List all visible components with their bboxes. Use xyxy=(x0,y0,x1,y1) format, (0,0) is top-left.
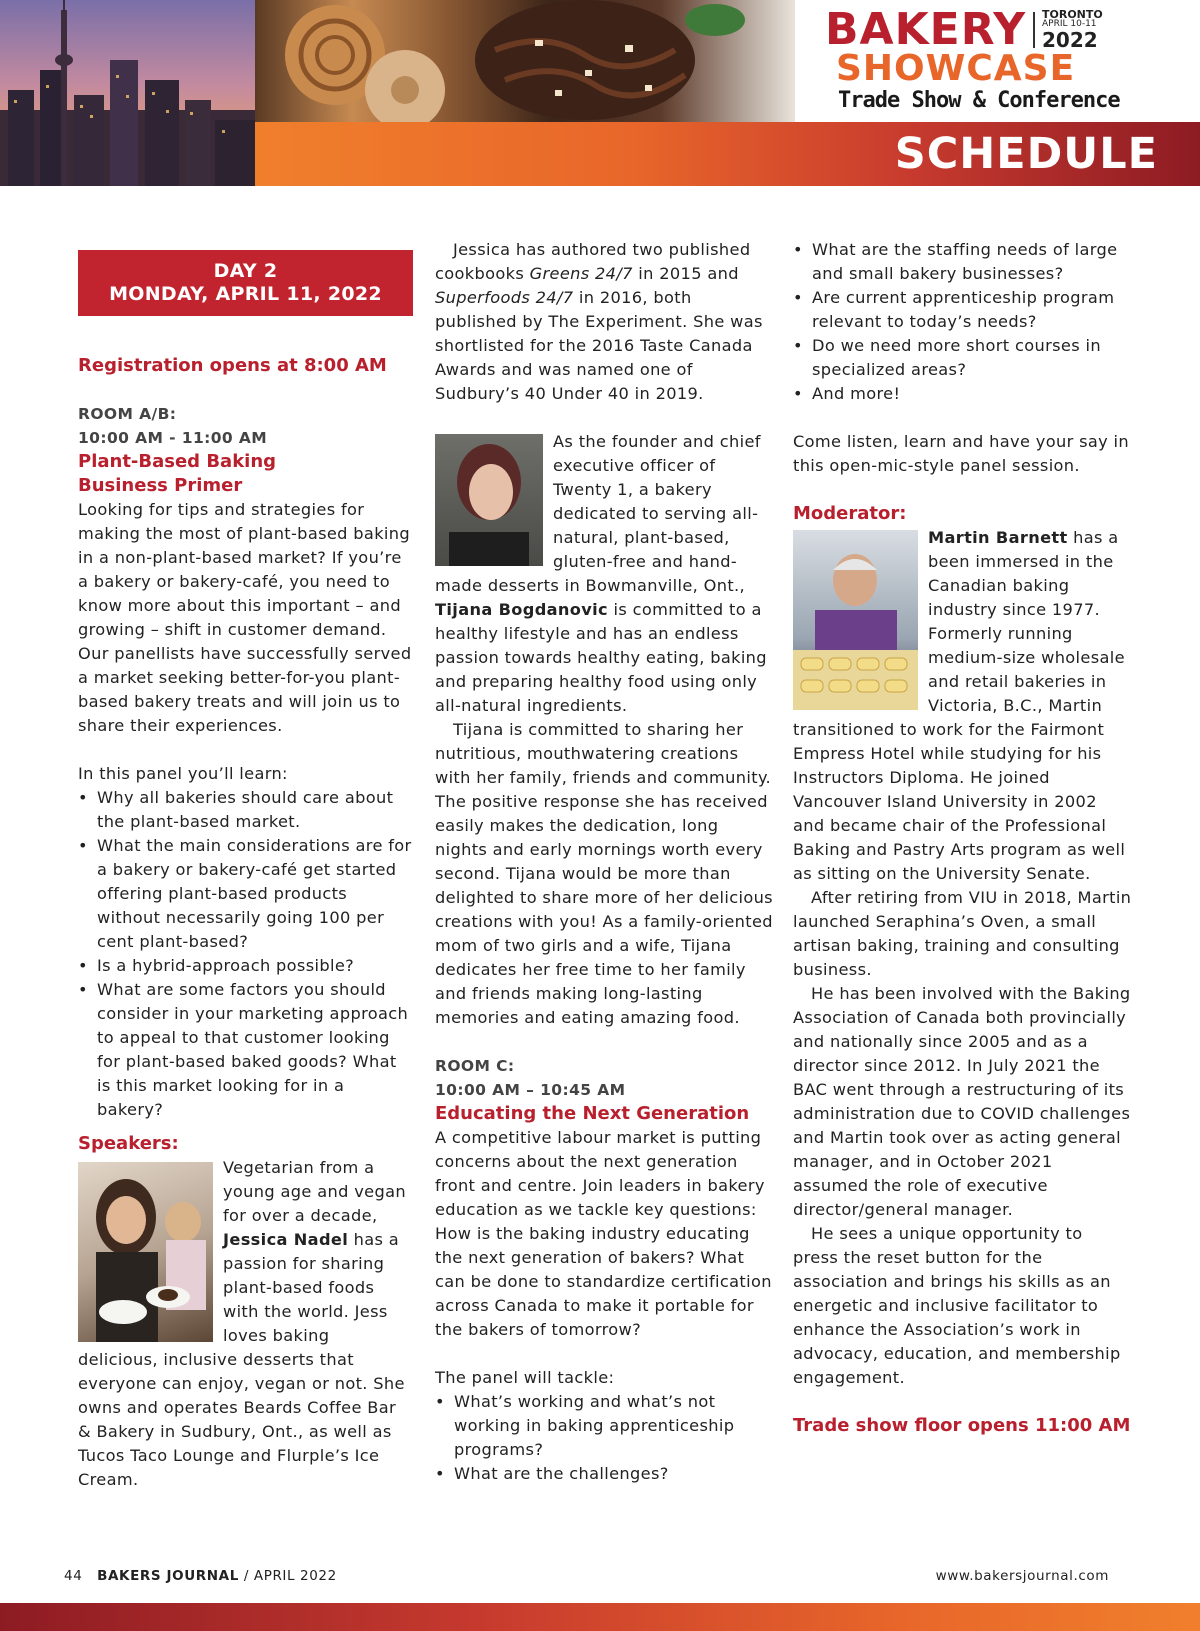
tijana-name: Tijana Bogdanovic xyxy=(435,600,608,619)
session2-time: 10:00 AM – 10:45 AM xyxy=(435,1081,626,1099)
toronto-skyline-photo xyxy=(0,0,260,186)
martin-bio-3: He has been involved with the Baking Association of Canada both provincially and nationally since 2005 and as a director since 2012. In July 2021 the BAC went through a restructuring of its administration due to COVID challenges and Martin took over as acting general manager, and in October 2021 assumed the role of executive director/general manager. xyxy=(793,984,1131,1219)
session1-room: ROOM A/B: xyxy=(78,405,177,423)
session1-title-line1: Plant-Based Baking xyxy=(78,451,277,472)
bakery-showcase-logo xyxy=(795,0,1200,122)
martin-barnett-photo xyxy=(793,530,918,710)
logo-bakery-text: BAKERY xyxy=(825,4,1027,55)
learn-list xyxy=(78,786,413,1122)
jessica-books-text: in 2015 and xyxy=(632,264,739,283)
page-number: 44 xyxy=(64,1568,83,1584)
martin-bio-4: He sees a unique opportunity to press the reset button for the association and brings his skills as an energetic and inclusive facilitator to enhance the Association’s work in advocacy, education, and membership engagement. xyxy=(793,1224,1121,1387)
learn-intro: In this panel you’ll learn: xyxy=(78,764,288,783)
logo-divider xyxy=(1033,12,1035,48)
jessica-bio-rest: has a passion for sharing plant-based foods with the world. Jess loves baking delicious, inclusive desserts that everyone can enjoy, vegan or not. She owns and operates Beards Coffee Bar & Bakery in Sudbury, Ont., as well as Tucos Taco Lounge and Flurple’s Ice Cream. xyxy=(78,1230,405,1489)
logo-tagline: Trade Show & Conference xyxy=(838,88,1120,113)
book-title: Superfoods 24/7 xyxy=(435,288,574,307)
list-item: • Why all bakeries should care about the plant-based market. xyxy=(78,786,413,834)
issue-date: / APRIL 2022 xyxy=(238,1568,337,1584)
session1-title xyxy=(78,450,413,498)
list-item: • Do we need more short courses in specialized areas? xyxy=(793,334,1133,382)
pastry-photo xyxy=(255,0,795,122)
day-number: DAY 2 xyxy=(213,260,278,282)
list-item: • Is a hybrid-approach possible? xyxy=(78,954,413,978)
day-date: MONDAY, APRIL 11, 2022 xyxy=(109,283,382,305)
session2-description: A competitive labour market is putting concerns about the next generation front and centre. Join leaders in bakery education as we tackle key questions: How is the baking industry educating the next generation of bakers? What can be done to standardize certification across Canada to make it portable for the bakers of tomorrow? xyxy=(435,1128,772,1339)
page-header xyxy=(0,0,1200,186)
jessica-books-text: Jessica has authored two published cookbooks xyxy=(435,240,751,283)
jessica-name: Jessica Nadel xyxy=(223,1230,349,1249)
day-banner xyxy=(78,250,413,316)
list-item: • What are the challenges? xyxy=(435,1462,773,1486)
tackle-list-continued xyxy=(793,238,1133,406)
jessica-books-text: in 2016, both published by The Experiment. She was shortlisted for the 2016 Taste Canada Awards and was named one of Sudbury’s 40 Under 40 in 2019. xyxy=(435,288,763,403)
column-3 xyxy=(793,238,1133,1438)
tijana-bio-rest: is committed to a healthy lifestyle and has an endless passion towards healthy eating, baking and preparing healthy food using only all-natural ingredients. xyxy=(435,600,767,715)
jessica-nadel-photo xyxy=(78,1162,213,1342)
logo-year: 2022 xyxy=(1042,28,1098,52)
registration-notice: Registration opens at 8:00 AM xyxy=(78,355,387,376)
trade-show-notice: Trade show floor opens 11:00 AM xyxy=(793,1415,1131,1436)
logo-dates: APRIL 10-11 xyxy=(1042,19,1097,29)
list-item: • What are some factors you should consider in your marketing approach to appeal to that customer looking for plant-based baked goods? What is this market looking for in a bakery? xyxy=(78,978,413,1122)
list-item: • And more! xyxy=(793,382,1133,406)
martin-bio-2: After retiring from VIU in 2018, Martin launched Seraphina’s Oven, a small artisan baking, training and consulting business. xyxy=(793,888,1132,979)
moderator-heading: Moderator: xyxy=(793,503,907,524)
tijana-bogdanovic-photo xyxy=(435,434,543,566)
tijana-bio-start: As the founder and chief executive officer of Twenty 1, a bakery dedicated to serving all-natural, plant-based, gluten-free and hand-made desserts in Bowmanville, Ont., xyxy=(435,432,761,595)
session2-room: ROOM C: xyxy=(435,1057,515,1075)
session2-closing: Come listen, learn and have your say in this open-mic-style panel session. xyxy=(793,432,1130,475)
jessica-books xyxy=(435,238,773,406)
tackle-intro: The panel will tackle: xyxy=(435,1368,615,1387)
logo-showcase-text: SHOWCASE xyxy=(836,48,1076,89)
list-item: • What the main considerations are for a bakery or bakery-café get started offering plant-based products without necessarily going 100 per cent plant-based? xyxy=(78,834,413,954)
column-2 xyxy=(435,238,773,1486)
jessica-bio-start: Vegetarian from a young age and vegan for over a decade, xyxy=(223,1158,406,1225)
speakers-heading: Speakers: xyxy=(78,1133,179,1154)
martin-name: Martin Barnett xyxy=(928,528,1068,547)
page-footer-left xyxy=(64,1568,337,1584)
list-item: • What’s working and what’s not working in baking apprenticeship programs? xyxy=(435,1390,773,1462)
footer-band xyxy=(0,1603,1200,1631)
session2-title: Educating the Next Generation xyxy=(435,1103,750,1124)
session1-time: 10:00 AM - 11:00 AM xyxy=(78,429,268,447)
session1-description: Looking for tips and strategies for making the most of plant-based baking in a non-plant-based market? If you’re a bakery or bakery-café, you need to know more about this important – and growing – shift in customer demand. Our panellists have successfully served a market seeking better-for-you plant-based bakery treats and will join us to share their experiences. xyxy=(78,500,412,735)
column-1 xyxy=(78,238,413,1492)
magazine-name: BAKERS JOURNAL xyxy=(97,1568,239,1584)
section-title: SCHEDULE xyxy=(894,129,1158,179)
tackle-list xyxy=(435,1390,773,1486)
martin-bio-rest: has a been immersed in the Canadian baking industry since 1977. Formerly running medium-size wholesale and retail bakeries in Victoria, B.C., Martin transitioned to work for the Fairmont Empress Hotel while studying for his Instructors Diploma. He joined Vancouver Island University in 2002 and became chair of the Professional Baking and Pastry Arts program as well as sitting on the University Senate. xyxy=(793,528,1126,883)
list-item: • What are the staffing needs of large and small bakery businesses? xyxy=(793,238,1133,286)
logo-city: TORONTO xyxy=(1042,8,1103,21)
session1-title-line2: Business Primer xyxy=(78,475,243,496)
list-item: • Are current apprenticeship program relevant to today’s needs? xyxy=(793,286,1133,334)
tijana-bio-2: Tijana is committed to sharing her nutritious, mouthwatering creations with her family, friends and community. The positive response she has received easily makes the dedication, long nights and early mornings worth every second. Tijana would be more than delighted to share more of her delicious creations with you! As a family-oriented mom of two girls and a wife, Tijana dedicates her free time to her family and friends making long-lasting memories and eating amazing food. xyxy=(435,720,773,1027)
website-link[interactable]: www.bakersjournal.com xyxy=(935,1568,1109,1584)
book-title: Greens 24/7 xyxy=(529,264,633,283)
